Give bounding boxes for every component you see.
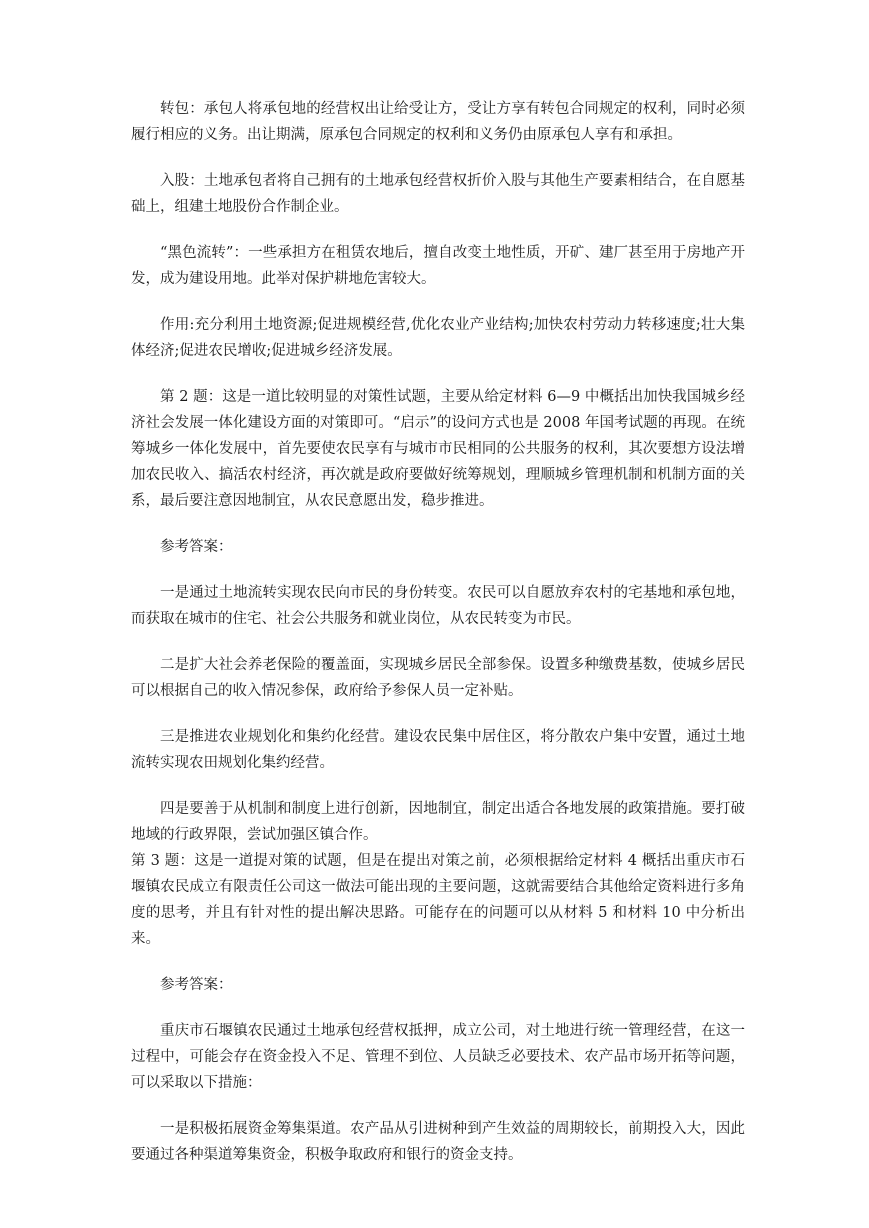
paragraph-question-3: 第 3 题：这是一道提对策的试题，但是在提出对策之前，必须根据给定材料 4 概括出重庆市石堰镇农民成立有限责任公司这一做法可能出现的主要问题，这就需要结合其他给定资料进行多角度的思考，并且有针对性的提出解决思路。可能存在的问题可以从材料 5 和材料 10 中分析出来。 (131, 853, 745, 947)
paragraph-shiyan-intro: 重庆市石堰镇农民通过土地承包经营权抵押，成立公司，对土地进行统一管理经营，在这一过程中，可能会存在资金投入不足、管理不到位、人员缺乏必要技术、农产品市场开拓等问题，可以采取以下措施： (131, 1023, 745, 1091)
paragraph-answer-3: 三是推进农业规划化和集约化经营。建设农民集中居住区，将分散农户集中安置，通过土地流转实现农田规划化集约经营。 (131, 729, 745, 771)
paragraph-zhuanbao: 转包：承包人将承包地的经营权出让给受让方，受让方享有转包合同规定的权利，同时必须履行相应的义务。出让期满，原承包合同规定的权利和义务仍由原承包人享有和承担。 (131, 101, 745, 143)
paragraph-measure-1: 一是积极拓展资金筹集渠道。农产品从引进树种到产生效益的周期较长，前期投入大，因此要通过各种渠道筹集资金，积极争取政府和银行的资金支持。 (131, 1121, 745, 1163)
paragraph-heise-liuzhuan: “黑色流转”：一些承担方在租赁农地后，擅自改变土地性质，开矿、建厂甚至用于房地产开发，成为建设用地。此举对保护耕地危害较大。 (131, 245, 745, 287)
paragraph-answer-4: 四是要善于从机制和制度上进行创新，因地制宜，制定出适合各地发展的政策措施。要打破地域的行政界限，尝试加强区镇合作。 (131, 801, 745, 843)
paragraph-answer-1: 一是通过土地流转实现农民向市民的身份转变。农民可以自愿放弃农村的宅基地和承包地，而获取在城市的住宅、社会公共服务和就业岗位，从农民转变为市民。 (131, 585, 745, 627)
paragraph-zuoyong: 作用:充分利用土地资源;促进规模经营,优化农业产业结构;加快农村劳动力转移速度;壮大集体经济;促进农民增收;促进城乡经济发展。 (131, 317, 745, 359)
paragraph-rugu: 入股：土地承包者将自己拥有的土地承包经营权折价入股与其他生产要素相结合，在自愿基础上，组建土地股份合作制企业。 (131, 173, 745, 215)
document-body (131, 96, 745, 1188)
paragraph-answer-heading-1: 参考答案： (160, 539, 233, 555)
paragraph-question-2: 第 2 题：这是一道比较明显的对策性试题，主要从给定材料 6—9 中概括出加快我国城乡经济社会发展一体化建设方面的对策即可。“启示”的设问方式也是 2008 年国考试题的再现。在统筹城乡一体化发展中，首先要使农民享有与城市市民相同的公共服务的权利，其次要想方设法增加农民收入、搞活农村经济，再次就是政府要做好统筹规划，理顺城乡管理机制和机制方面的关系，最后要注意因地制宜，从农民意愿出发，稳步推进。 (131, 389, 745, 509)
paragraph-answer-heading-2: 参考答案： (160, 977, 233, 993)
paragraph-answer-2: 二是扩大社会养老保险的覆盖面，实现城乡居民全部参保。设置多种缴费基数，使城乡居民可以根据自己的收入情况参保，政府给予参保人员一定补贴。 (131, 657, 745, 699)
